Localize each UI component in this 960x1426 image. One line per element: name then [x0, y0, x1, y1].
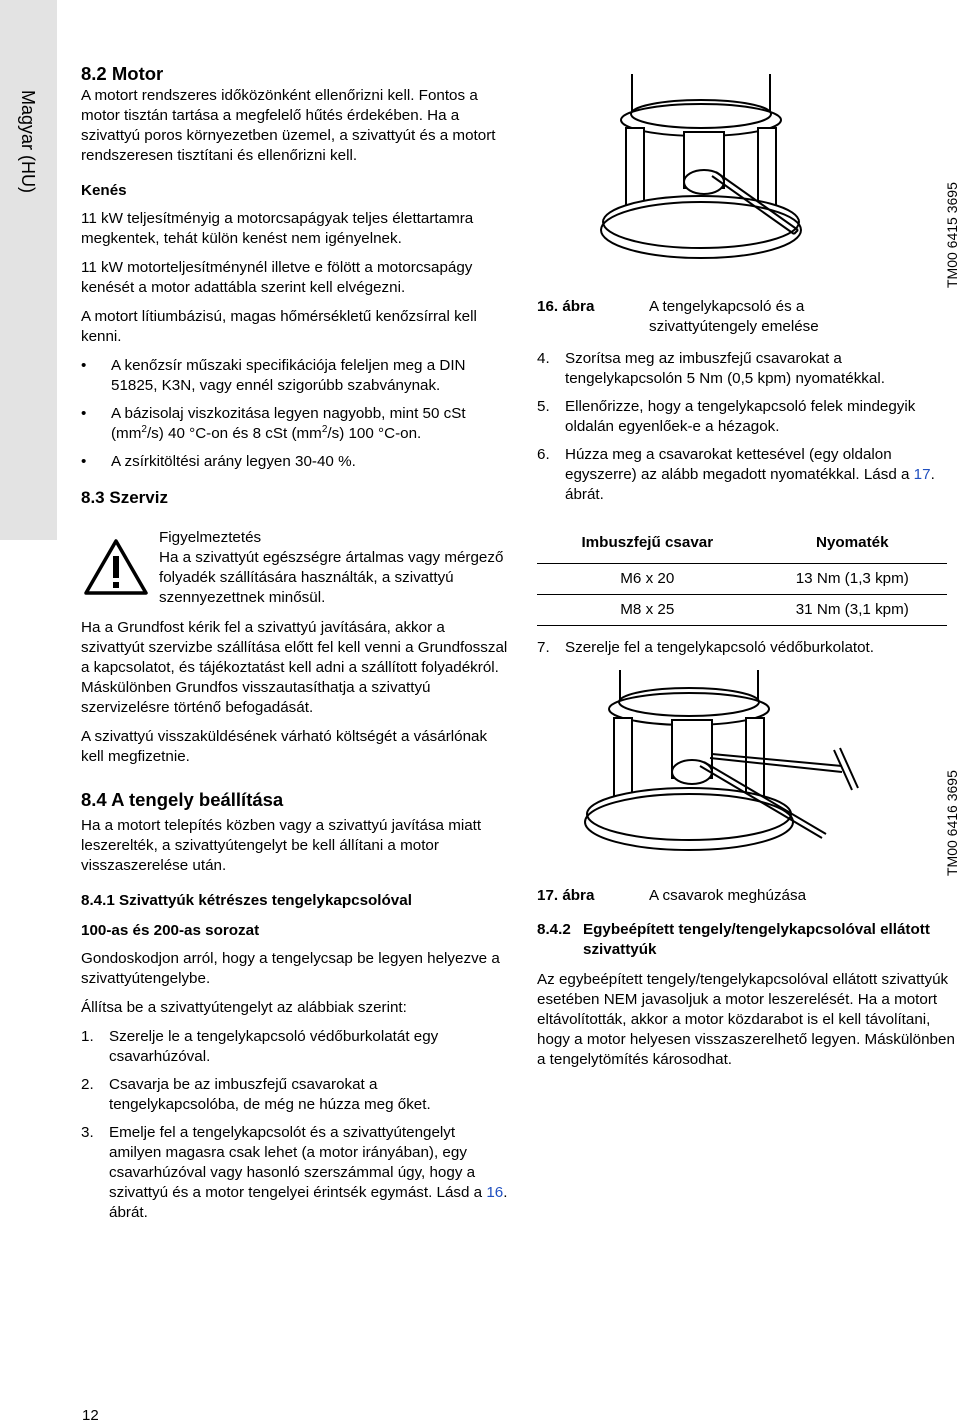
figure-16-illustration	[598, 72, 828, 262]
list-item: 6. Húzza meg a csavarokat kettesével (egy oldalon egyszerre) az alább megadott nyomatékkal. Lásd a 17. ábrát.	[537, 446, 935, 503]
table-header: Nyomaték	[758, 523, 947, 564]
figure-16-caption	[537, 297, 957, 337]
language-tab-label: Magyar (HU)	[18, 90, 38, 194]
list-item: 1. Szerelje le a tengelykapcsoló védőburkolatát egy csavarhúzóval.	[81, 1028, 439, 1065]
shaft-paragraph: Ha a motort telepítés közben vagy a szivattyú javítása miatt leszerelték, a szivattyútengelyt be kell állítani a motor visszaszerelése után.	[81, 817, 482, 874]
warning-text: Ha a szivattyút egészségre ártalmas vagy mérgező folyadék szállítására használták, a szivattyú szennyezettnek minősül.	[159, 549, 504, 606]
figure-17-caption-text: A csavarok meghúzása	[649, 887, 807, 904]
grease-spec-list	[81, 356, 511, 472]
series-paragraph-2: Állítsa be a szivattyútengelyt az alábbiak szerint:	[81, 999, 407, 1016]
list-item: 3. Emelje fel a tengelykapcsolót és a szivattyútengelyt amilyen magasra csak lehet (a motor irányában), egy csavarhúzóval vagy hasonló szerszámmal úgy, hogy a szivattyú és a motor tengelyei érintsék egymást. Lásd a 16. ábrát.	[81, 1124, 508, 1221]
tighten-steps-list	[537, 349, 957, 505]
service-paragraph-2: A szivattyú visszaküldésének várható költségét a vásárlónak kell megfizetnie.	[81, 728, 488, 765]
table-row: M6 x 20 13 Nm (1,3 kpm)	[537, 564, 947, 595]
figure-17-link[interactable]: 17	[913, 466, 931, 483]
section-heading-service: 8.3 Szerviz	[81, 488, 168, 507]
figure-16-number: 16. ábra	[537, 298, 595, 315]
list-item: 4. Szorítsa meg az imbuszfejű csavarokat a tengelykapcsolón 5 Nm (0,5 kpm) nyomatékkal.	[537, 350, 885, 387]
list-item: • A kenőzsír műszaki specifikációja feleljen meg a DIN 51825, K3N, vagy ennél szigorúbb szabványnak.	[81, 356, 511, 396]
adjust-steps-list	[81, 1027, 511, 1223]
warning-box	[81, 528, 511, 608]
right-column	[537, 297, 957, 666]
figure-17-number: 17. ábra	[537, 887, 595, 904]
series-heading: 100-as és 200-as sorozat	[81, 922, 260, 939]
warning-title: Figyelmeztetés	[159, 529, 262, 546]
left-column	[81, 62, 511, 1231]
torque-table	[537, 523, 947, 626]
page-number: 12	[82, 1407, 99, 1424]
figure-16-code: TM00 6415 3695	[944, 182, 960, 288]
table-row: M8 x 25 31 Nm (3,1 kpm)	[537, 595, 947, 626]
final-step-list	[537, 638, 957, 658]
list-item: 7. Szerelje fel a tengelykapcsoló védőburkolatot.	[537, 639, 875, 656]
subsection-heading-842: 8.4.2 Egybeépített tengely/tengelykapcsolóval ellátott szivattyúk	[537, 921, 930, 958]
warning-triangle-icon	[83, 538, 149, 602]
figure-17-illustration	[572, 662, 882, 862]
lubrication-heading: Kenés	[81, 182, 127, 199]
series-paragraph-1: Gondoskodjon arról, hogy a tengelycsap be legyen helyezve a szivattyútengelybe.	[81, 950, 500, 987]
lubrication-paragraph-1: 11 kW teljesítményig a motorcsapágyak teljes élettartamra megkentek, tehát külön kenést nem igényelnek.	[81, 210, 474, 247]
right-column-lower	[537, 886, 957, 1079]
language-tab	[0, 0, 57, 540]
figure-16-caption-text: A tengelykapcsoló és a szivattyútengely emelése	[649, 298, 819, 335]
list-item: • A zsírkitöltési arány legyen 30-40 %.	[81, 452, 511, 472]
list-item: 2. Csavarja be az imbuszfejű csavarokat a tengelykapcsolóba, de még ne húzza meg őket.	[81, 1076, 431, 1113]
figure-17-code: TM00 6416 3695	[944, 770, 960, 876]
subsection-842-paragraph: Az egybeépített tengely/tengelykapcsolóval ellátott szivattyúk esetében NEM javasoljuk a motor leszerelését. Ha a motort eltávolították, akkor a motor közdarabot is el kell távolítani, hogy a motor helyesen visszaszerelhető legyen. Máskülönben a tengelytömítés károsodhat.	[537, 971, 955, 1068]
motor-paragraph: A motort rendszeres időközönként ellenőrizni kell. Fontos a motor tisztán tartása a megfelelő hűtés érdekében. Ha a szivattyú poros környezetben üzemel, a szivattyút és a motort rendszeresen tisztítani és ellenőrizni kell.	[81, 87, 496, 164]
subsection-heading-841: 8.4.1 Szivattyúk kétrészes tengelykapcsolóval	[81, 892, 412, 909]
section-heading-shaft: 8.4 A tengely beállítása	[81, 789, 284, 810]
section-heading-motor: 8.2 Motor	[81, 63, 164, 84]
lubrication-paragraph-3: A motort lítiumbázisú, magas hőmérsékletű kenőzsírral kell kenni.	[81, 308, 477, 345]
table-header: Imbuszfejű csavar	[537, 523, 758, 564]
figure-16-link[interactable]: 16	[486, 1184, 504, 1201]
service-paragraph-1: Ha a Grundfost kérik fel a szivattyú javítására, akkor a szivattyút szervizbe szállítása előtt fel kell venni a Grundfosszal a kapcsolatot, és tájékoztatást kell adni a szállított folyadékról. Máskülönben Grundfos visszautasíthatja a szivattyú szervizelésre történő befogadását.	[81, 619, 508, 716]
list-item: 5. Ellenőrizze, hogy a tengelykapcsoló felek mindegyik oldalán egyenlőek-e a hézagok.	[537, 398, 916, 435]
list-item: • A bázisolaj viszkozitása legyen nagyobb, mint 50 cSt $(mm^2/s)$ 40 °C-on és 8 cSt $(mm^2/s)$ 100 °C-on.	[81, 404, 511, 444]
figure-17-caption	[537, 886, 957, 906]
lubrication-paragraph-2: 11 kW motorteljesítménynél illetve e fölött a motorcsapágy kenését a motor adattábla szerint kell elvégezni.	[81, 259, 473, 296]
